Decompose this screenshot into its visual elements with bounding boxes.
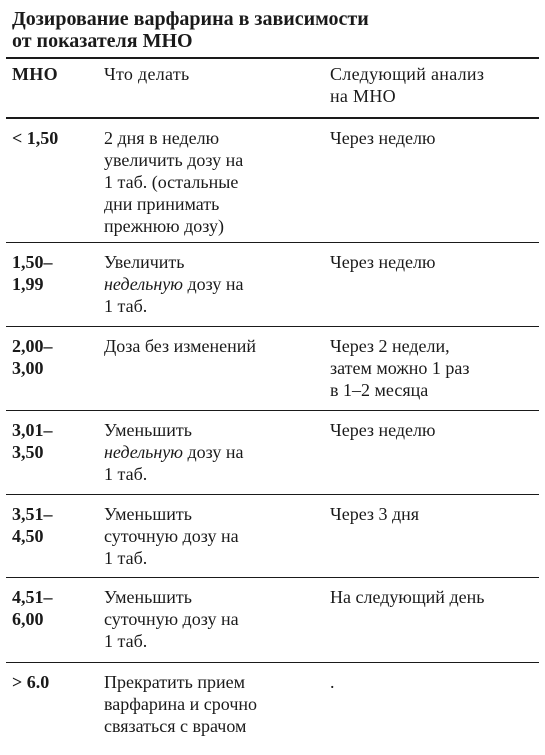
row-next: [324, 251, 539, 273]
next-line: Через 2 недели,: [330, 336, 450, 356]
action-line: 2 дня в неделю: [104, 128, 220, 148]
next-line: в 1–2 месяца: [330, 380, 429, 400]
row-mno: [6, 586, 98, 630]
mno-value: 4,50: [12, 526, 44, 546]
mno-value: 3,00: [12, 358, 44, 378]
header-mno: МНО: [12, 64, 58, 84]
table-row: [6, 663, 539, 737]
action-emphasis: недельную: [104, 274, 183, 294]
action-line: Увеличить: [104, 252, 185, 272]
row-action: [98, 586, 324, 652]
action-line: 1 таб.: [104, 464, 148, 484]
action-line: Уменьшить: [104, 420, 192, 440]
action-line: прежнюю дозу): [104, 216, 224, 236]
next-line: На следующий день: [330, 587, 485, 607]
mno-value: 4,51–: [12, 587, 53, 607]
mno-value: 1,99: [12, 274, 44, 294]
header-action: Что делать: [104, 64, 190, 84]
table-row: [6, 495, 539, 577]
action-line: связаться с врачом: [104, 716, 247, 736]
next-line: затем можно 1 раз: [330, 358, 470, 378]
row-next: [324, 586, 539, 608]
table-row: [6, 327, 539, 410]
action-line: суточную дозу на: [104, 609, 239, 629]
action-text: дозу на: [183, 274, 244, 294]
next-line: .: [330, 672, 335, 692]
action-line: Доза без изменений: [104, 336, 257, 356]
next-line: Через неделю: [330, 420, 436, 440]
mno-value: 3,01–: [12, 420, 53, 440]
row-mno: [6, 503, 98, 547]
action-line: 1 таб.: [104, 631, 148, 651]
row-action: [98, 419, 324, 485]
row-mno: [6, 127, 98, 149]
title-line-2: от показателя МНО: [12, 30, 193, 52]
row-mno: [6, 335, 98, 379]
next-line: Через неделю: [330, 128, 436, 148]
row-mno: [6, 419, 98, 463]
table-header-row: [6, 59, 539, 117]
row-action: [98, 335, 324, 357]
next-line: Через 3 дня: [330, 504, 420, 524]
table-row: [6, 119, 539, 242]
table-row: [6, 578, 539, 662]
mno-value: > 6.0: [12, 672, 50, 692]
row-next: [324, 503, 539, 525]
mno-value: 3,51–: [12, 504, 53, 524]
action-line: 1 таб.: [104, 296, 148, 316]
mno-value: 3,50: [12, 442, 44, 462]
row-next: [324, 671, 539, 693]
action-line: [104, 273, 324, 295]
mno-value: 1,50–: [12, 252, 53, 272]
header-next-line-2: на МНО: [330, 86, 396, 106]
row-action: [98, 127, 324, 237]
mno-value: 2,00–: [12, 336, 53, 356]
row-next: [324, 127, 539, 149]
header-next-line-1: Следующий анализ: [330, 64, 485, 84]
table-row: [6, 411, 539, 494]
row-next: [324, 335, 539, 401]
row-action: [98, 671, 324, 737]
row-mno: [6, 251, 98, 295]
header-next: [324, 63, 539, 107]
action-line: 1 таб. (остальные: [104, 172, 239, 192]
action-line: [104, 441, 324, 463]
title-line-1: Дозирование варфарина в зависимости: [12, 8, 369, 30]
table-row: [6, 243, 539, 326]
action-emphasis: недельную: [104, 442, 183, 462]
row-mno: [6, 671, 98, 693]
action-line: увеличить дозу на: [104, 150, 244, 170]
table-title: [12, 8, 539, 52]
action-line: 1 таб.: [104, 548, 148, 568]
mno-value: < 1,50: [12, 128, 59, 148]
mno-value: 6,00: [12, 609, 44, 629]
action-line: дни принимать: [104, 194, 220, 214]
action-line: Прекратить прием: [104, 672, 245, 692]
action-text: дозу на: [183, 442, 244, 462]
row-action: [98, 503, 324, 569]
row-next: [324, 419, 539, 441]
action-line: суточную дозу на: [104, 526, 239, 546]
row-action: [98, 251, 324, 317]
action-line: Уменьшить: [104, 504, 192, 524]
next-line: Через неделю: [330, 252, 436, 272]
action-line: Уменьшить: [104, 587, 192, 607]
action-line: варфарина и срочно: [104, 694, 257, 714]
